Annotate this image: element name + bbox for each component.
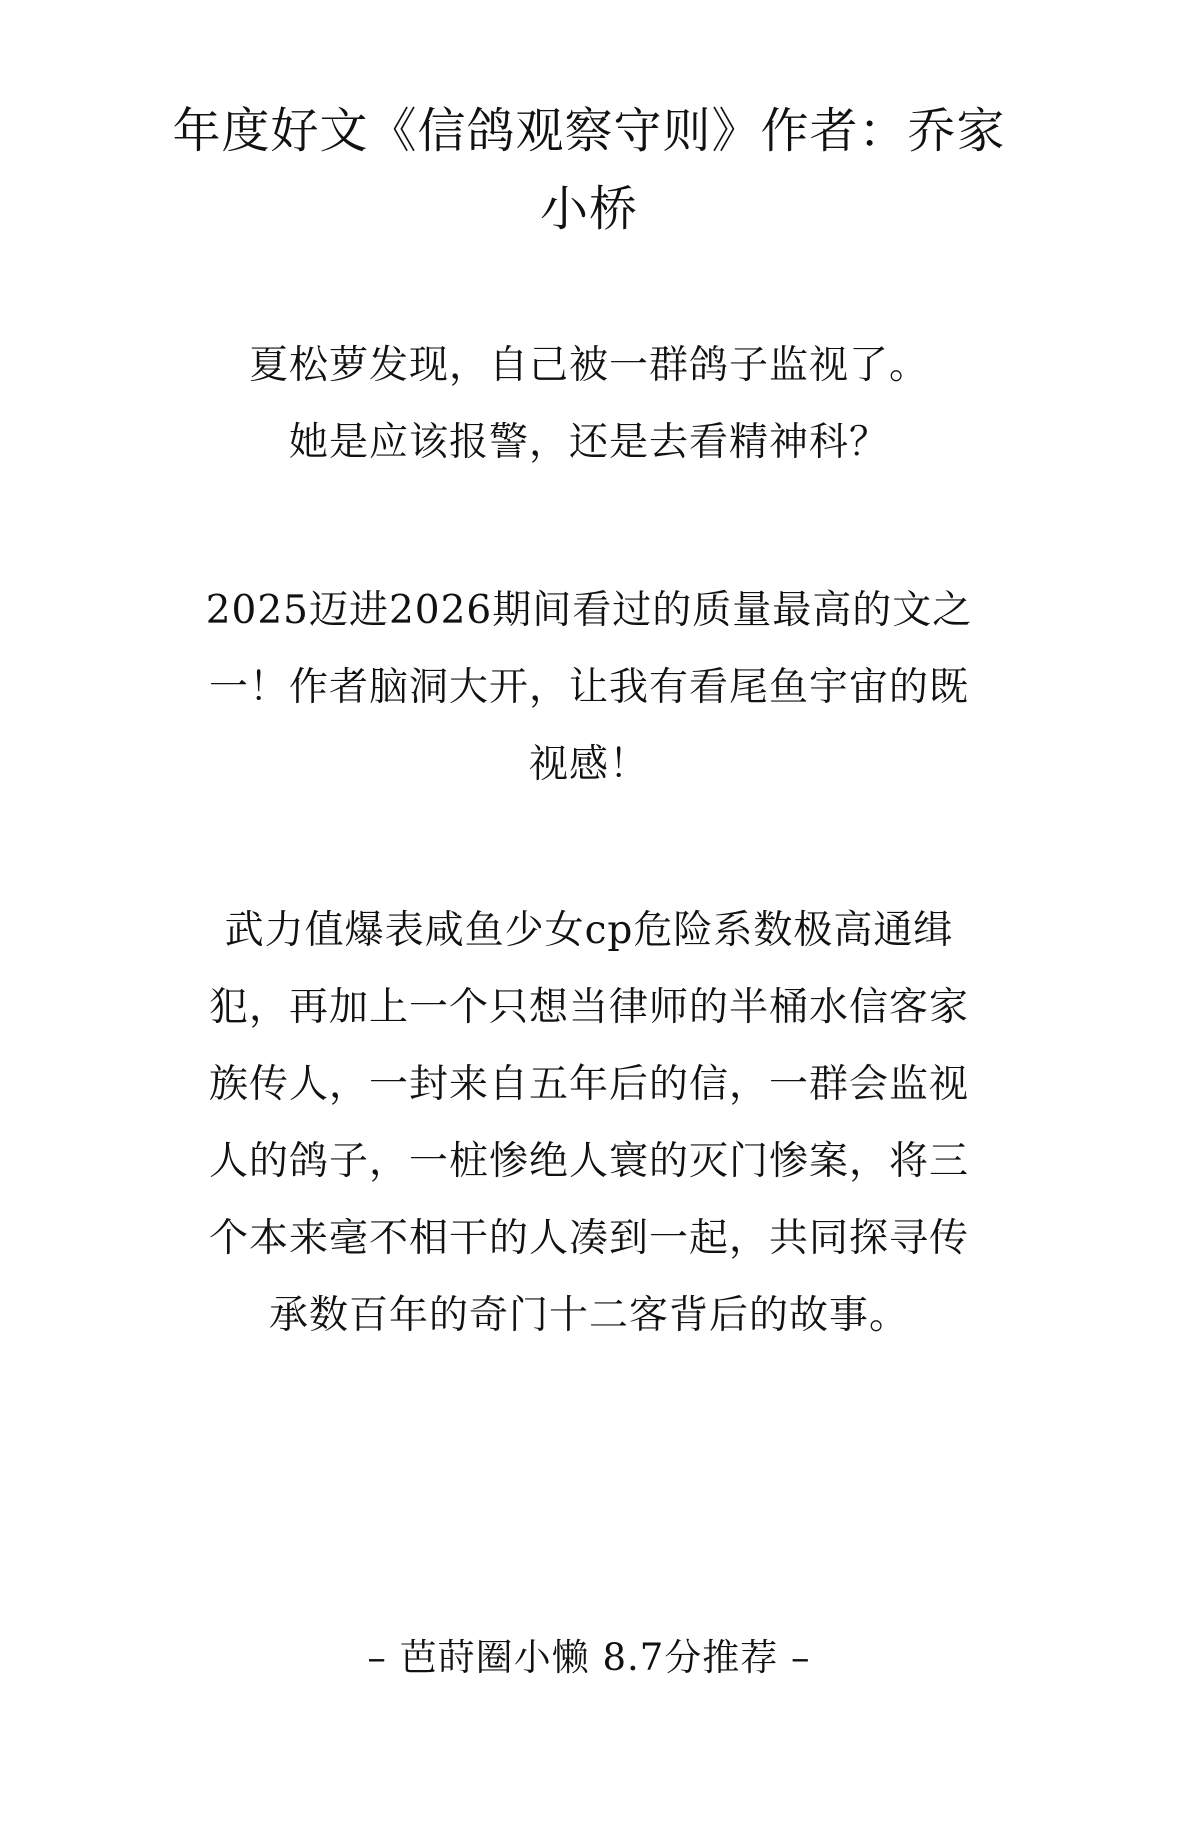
title-line: 小桥 (539, 181, 638, 237)
intro-line: 夏松萝发现，自己被一群鸽子监视了。 (248, 343, 929, 388)
plot-line: 个本来毫不相干的人凑到一起，共同探寻传 (208, 1216, 969, 1261)
title-line: 年度好文《信鸽观察守则》作者：乔家 (172, 103, 1006, 159)
intro-line: 她是应该报警，还是去看精神科？ (288, 420, 889, 465)
plot-line: 武力值爆表咸鱼少女cp危险系数极高通缉 (224, 908, 954, 953)
plot-line: 族传人，一封来自五年后的信，一群会监视 (208, 1062, 969, 1107)
review-line: 视感！ (528, 742, 649, 787)
plot-line: 犯，再加上一个只想当律师的半桶水信客家 (208, 985, 969, 1030)
intro-paragraph (150, 327, 1028, 481)
plot-line: 承数百年的奇门十二客背后的故事。 (268, 1293, 909, 1338)
plot-line: 人的鸽子，一桩惨绝人寰的灭门惨案，将三 (208, 1139, 969, 1184)
recommendation-footer: – 芭莳圈小懒 8.7分推荐 – (367, 1636, 811, 1679)
plot-paragraph (150, 892, 1028, 1354)
review-line: 一！作者脑洞大开，让我有看尾鱼宇宙的既 (208, 665, 969, 710)
review-line: 2025迈进2026期间看过的质量最高的文之 (205, 588, 973, 633)
page-title (140, 92, 1038, 248)
review-paragraph (150, 572, 1028, 803)
